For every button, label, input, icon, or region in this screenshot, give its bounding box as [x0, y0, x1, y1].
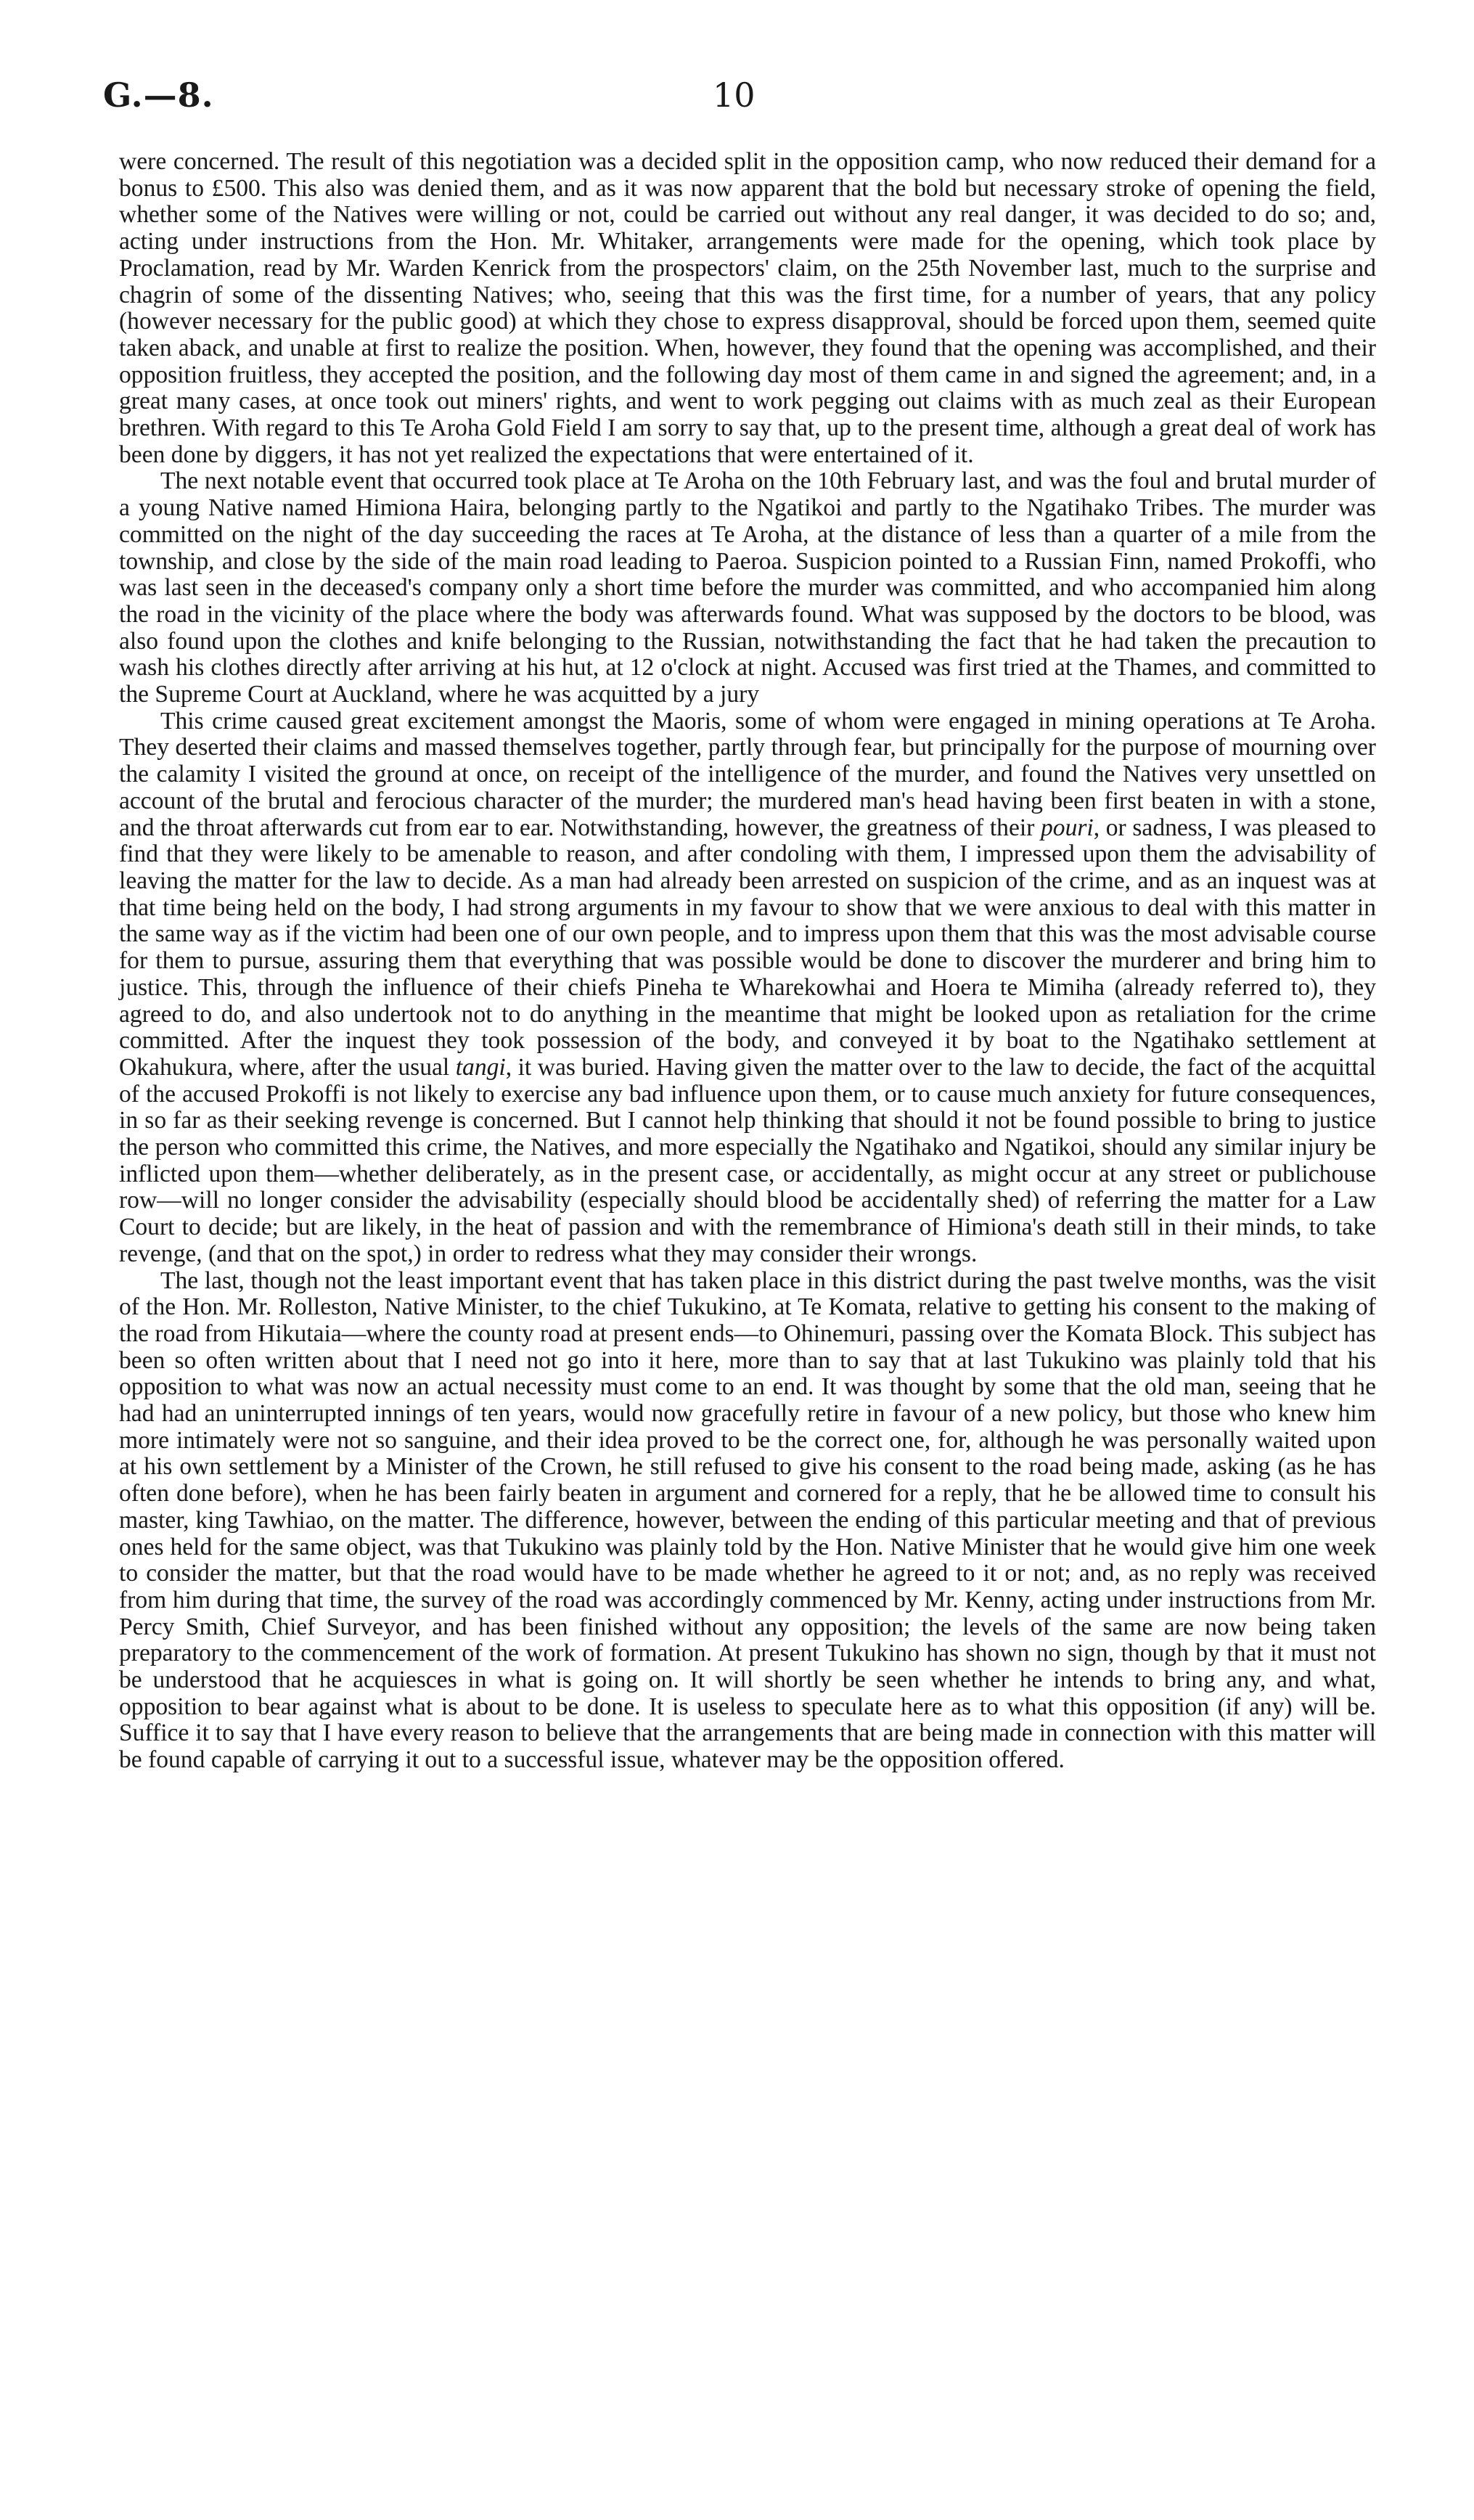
page-number: 10	[713, 75, 756, 115]
document-reference: G.—8.	[103, 75, 214, 115]
maori-word-tangi: tangi	[455, 1053, 506, 1081]
maori-word-pouri: pouri	[1041, 814, 1094, 841]
paragraph-3-part-a: This crime caused great excitement amongst the Maoris, some of whom were engaged in mining operations at Te Aroha. They deserted their claims and massed themselves together, partly through fear, but principally for the purpose of mourning over the calamity I visited the ground at once, on receipt of the intelligence of the murder, and found the Natives very unsettled on account of the brutal and ferocious character of the murder; the murdered man's head having been first beaten in with a stone, and the throat afterwards cut from ear to ear. Notwithstanding, however, the greatness of their	[119, 707, 1376, 841]
body-text	[119, 149, 1376, 1774]
paragraph-2: The next notable event that occurred took place at Te Aroha on the 10th February last, and was the foul and brutal murder of a young Native named Himiona Haira, belonging partly to the Ngatikoi and partly to the Ngatihako Tribes. The murder was committed on the night of the day succeeding the races at Te Aroha, at the distance of less than a quarter of a mile from the township, and close by the side of the main road leading to Paeroa. Suspicion pointed to a Russian Finn, named Prokoffi, who was last seen in the deceased's company only a short time before the murder was committed, and who accompanied him along the road in the vicinity of the place where the body was afterwards found. What was supposed by the doctors to be blood, was also found upon the clothes and knife belonging to the Russian, notwithstanding the fact that he had taken the precaution to wash his clothes directly after arriving at his hut, at 12 o'clock at night. Accused was first tried at the Thames, and committed to the Supreme Court at Auckland, where he was acquitted by a jury	[119, 467, 1376, 708]
paragraph-3	[119, 708, 1376, 1268]
paragraph-1: were concerned. The result of this negotiation was a decided split in the opposition camp, who now reduced their demand for a bonus to £500. This also was denied them, and as it was now apparent that the bold but necessary stroke of opening the field, whether some of the Natives were willing or not, could be carried out without any real danger, it was decided to do so; and, acting under instructions from the Hon. Mr. Whitaker, arrangements were made for the opening, which took place by Proclamation, read by Mr. Warden Kenrick from the prospectors' claim, on the 25th November last, much to the surprise and chagrin of some of the dissenting Natives; who, seeing that this was the first time, for a number of years, that any policy (however necessary for the public good) at which they chose to express disapproval, should be forced upon them, seemed quite taken aback, and unable at first to realize the position. When, however, they found that the opening was accomplished, and their opposition fruitless, they accepted the position, and the following day most of them came in and signed the agreement; and, in a great many cases, at once took out miners' rights, and went to work pegging out claims with as much zeal as their European brethren. With regard to this Te Aroha Gold Field I am sorry to say that, up to the present time, although a great deal of work has been done by diggers, it has not yet realized the expectations that were entertained of it.	[119, 148, 1376, 468]
paragraph-3-part-c: , it was buried. Having given the matter over to the law to decide, the fact of the acquittal of the accused Prokoffi is not likely to exercise any bad influence upon them, or to cause much anxiety for future consequences, in so far as their seeking revenge is concerned. But I cannot help thinking that should it not be found possible to bring to justice the person who committed this crime, the Natives, and more especially the Ngatihako and Ngatikoi, should any similar injury be inflicted upon them—whether deliberately, as in the present case, or accidentally, as might occur at any street or publichouse row—will no longer consider the advisability (especially should blood be accidentally shed) of referring the matter for a Law Court to decide; but are likely, in the heat of passion and with the remembrance of Himiona's death still in their minds, to take revenge, (and that on the spot,) in order to redress what they may consider their wrongs.	[119, 1053, 1377, 1267]
paragraph-3-part-b: , or sadness, I was pleased to find that they were likely to be amenable to reason, and after condoling with them, I impressed upon them the advisability of leaving the matter for the law to decide. As a man had already been arrested on suspicion of the crime, and as an inquest was at that time being held on the body, I had strong arguments in my favour to show that we were anxious to deal with this matter in the same way as if the victim had been one of our own people, and to impress upon them that this was the most advisable course for them to pursue, assuring them that everything that was possible would be done to discover the murderer and bring him to justice. This, through the influence of their chiefs Pineha te Wharekowhai and Hoera te Mimiha (already referred to), they agreed to do, and also undertook not to do anything in the meantime that might be looked upon as retaliation for the crime committed. After the inquest they took possession of the body, and conveyed it by boat to the Ngatihako settlement at Okahukura, where, after the usual	[119, 814, 1376, 1081]
page-header	[103, 75, 1380, 126]
paragraph-4: The last, though not the least important event that has taken place in this district during the past twelve months, was the visit of the Hon. Mr. Rolleston, Native Minister, to the chief Tukukino, at Te Komata, relative to getting his consent to the making of the road from Hikutaia—where the county road at present ends—to Ohinemuri, passing over the Komata Block. This subject has been so often written about that I need not go into it here, more than to say that at last Tukukino was plainly told that his opposition to what was now an actual necessity must come to an end. It was thought by some that the old man, seeing that he had had an uninterrupted innings of ten years, would now gracefully retire in favour of a new policy, but those who knew him more intimately were not so sanguine, and their idea proved to be the correct one, for, although he was personally waited upon at his own settlement by a Minister of the Crown, he still refused to give his consent to the road being made, asking (as he has often done before), when he has been fairly beaten in argument and cornered for a reply, that he be allowed time to consult his master, king Tawhiao, on the matter. The difference, however, between the ending of this particular meeting and that of previous ones held for the same object, was that Tukukino was plainly told by the Hon. Native Minister that he would give him one week to consider the matter, but that the road would have to be made whether he agreed to it or not; and, as no reply was received from him during that time, the survey of the road was accordingly commenced by Mr. Kenny, acting under instructions from Mr. Percy Smith, Chief Surveyor, and has been finished without any opposition; the levels of the same are now being taken preparatory to the commencement of the work of formation. At present Tukukino has shown no sign, though by that it must not be understood that he acquiesces in what is going on. It will shortly be seen whether he intends to bring any, and what, opposition to bear against what is about to be done. It is useless to speculate here as to what this opposition (if any) will be. Suffice it to say that I have every reason to believe that the arrangements that are being made in connection with this matter will be found capable of carrying it out to a successful issue, whatever may be the opposition offered.	[119, 1267, 1376, 1774]
